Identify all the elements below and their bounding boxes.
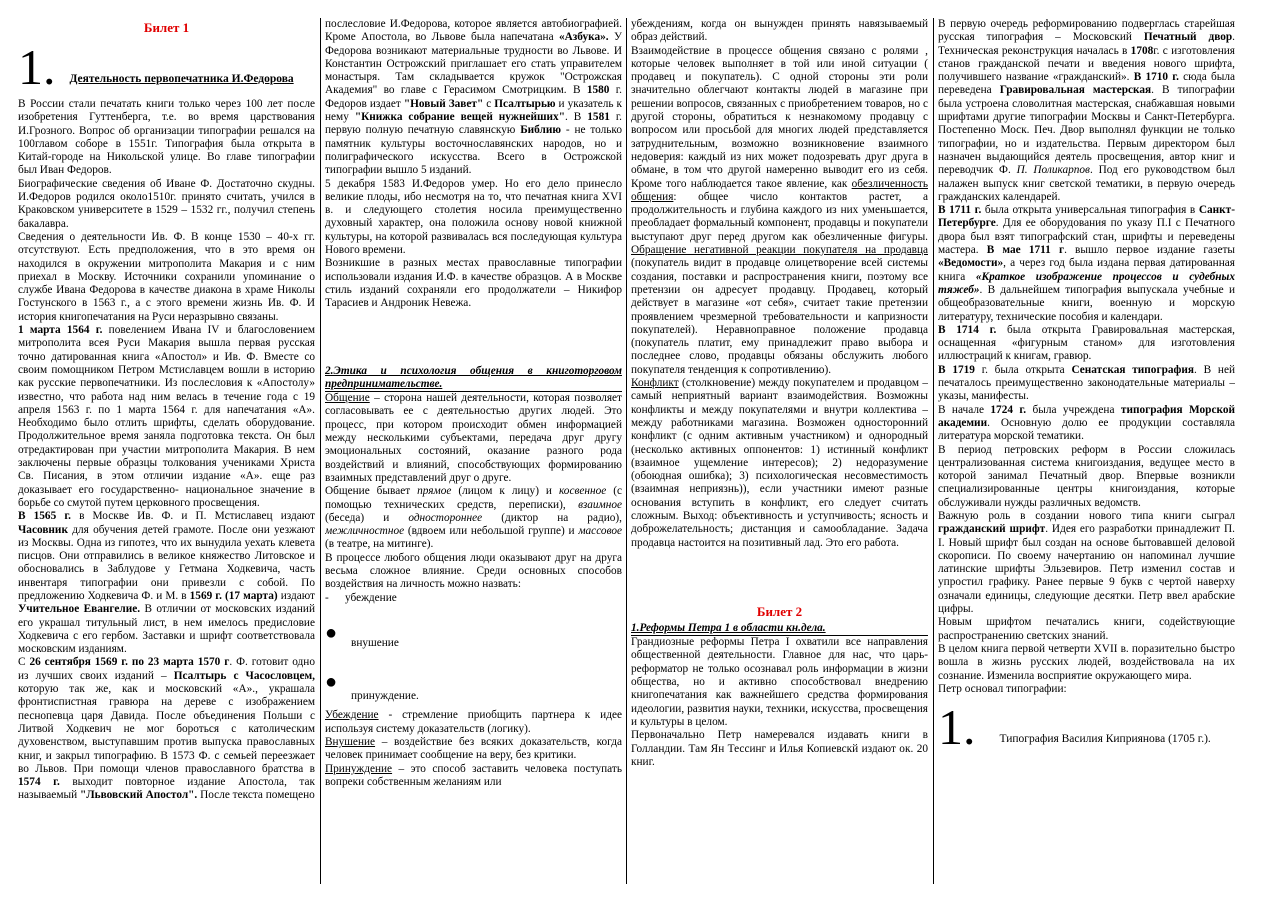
list-item-label: принуждение. (351, 690, 419, 703)
paragraph: В процессе любого общения люди оказывают друг на друга весьма сложное влияние. Среди основных способов воздействия на личность можно назвать: (325, 551, 622, 591)
ticket-heading: Билет 1 (143, 20, 190, 35)
paragraph: Важную роль в создании нового типа книги сыграл гражданский шрифт. Идея его разработки принадлежит П. I. Новый шрифт был создан на основе бытовавшей деловой скорописи. По своему начертанию он напоминал лучшие латинские шрифты Эльзевиров. Петр изменил состав и упростил графику. Ранее первые 9 букв с чертой наверху означали единицы, следующие десятки. Петр ввел арабские цифры. (938, 509, 1235, 616)
paragraph: В первую очередь реформированию подверглась старейшая русская типография – Московский Печатный двор. Техническая реконструкция началась в 1708г. с изготовления станов гражданской печати и введения нового шрифта, получившего название «гражданский». В 1710 г. сюда была переведена Гравировальная мастерская. В типографии была устроена словолитная мастерская, снабжавшая новыми шрифтами другие типографии Москвы и Санкт-Петербурга. Постепенно Моск. Печ. Двор выполнял функции не только типографии, но и издательства. Первым директором был назначен выдающийся деятель просвещения, автор книг и переводчик Ф. П. Поликарпов. Под его руководством был налажен выпуск книг светской тематики, в первую очередь гражданских календарей. (938, 18, 1235, 203)
paragraph: В 1711 г. была открыта универсальная типография в Санкт-Петербурге. Для ее оборудования по указу П.I с Печатного двора был взят типографский стан, шрифты и переведены мастера. В мае 1711 г. вышло первое издание газеты «Ведомости», а через год была издана первая датированная книга «Краткое изображение процессов и судебных тяжеб». В дальнейшем типография выпускала учебные и общеобразовательные книги, военную и морскую литературу, технические пособия и календари. (938, 204, 1235, 323)
paragraph: Общение бывает прямое (лицом к лицу) и косвенное (с помощью технических средств, переписки), взаимное (беседа) и одностороннее (диктор на радио), межличностное (вдвоем или небольшой группе) и массовое (в театре, на митинге). (325, 485, 622, 551)
paragraph: В начале 1724 г. была учреждена типография Морской академии. Основную долю ее продукции составляла литература морской тематики. (938, 403, 1235, 443)
bullet-icon: ● (325, 621, 338, 644)
paragraph: Новым шрифтом печатались книги, содействующие распространению светских знаний. (938, 616, 1235, 642)
list-item-label: Типография Василия Киприянова (1705 г.). (999, 732, 1211, 745)
column-divider (320, 18, 321, 884)
column-divider (626, 18, 627, 884)
question-heading: 1 . Деятельность первопечатника И.Федорова (18, 39, 294, 95)
list-number: 1 (938, 699, 963, 756)
column-1 (18, 18, 315, 884)
paragraph: В период петровских реформ в России сложилась централизованная система книгоиздания, ведущее место в которой занимал Печатный двор. Впервые возникли специализированные центры книгоиздания, которые обслуживали нужды различных ведомств. (938, 443, 1235, 509)
paragraph: 5 декабря 1583 И.Федоров умер. Но его дело принесло великие плоды, ибо несмотря на то, что печатная книга XVI в. и следующего столетия носила преимущественно духовный характер, она положила основу новой книжной культуры, на которой развивалась вся последующая культура Нового времени. (325, 177, 622, 257)
paragraph: В целом книга первой четверти XVII в. поразительно быстро вошла в жизнь русских людей, воздействовала на их сознание. Изменила восприятие окружающего мира. (938, 642, 1235, 682)
numbered-list-item: 1 . Типография Василия Киприянова (1705 г.). (938, 699, 1211, 756)
paragraph: В 1714 г. была открыта Гравировальная мастерская, оснащенная «фигурным станом» для изготовления иллюстраций к книгам, гравюр. (938, 323, 1235, 363)
list-item (325, 672, 622, 692)
column-4 (938, 18, 1235, 884)
paragraph: В 1719 г. была открыта Сенатская типография. В ней печаталось преимущественно законодательные материалы – указы, манифесты. (938, 363, 1235, 403)
paragraph: Убеждение - стремление приобщить партнера к идее используя систему доказательств (логику). (325, 709, 622, 735)
paragraph: Принуждение – это способ заставить человека поступать вопреки собственным желаниям или (325, 762, 622, 788)
paragraph: Сведения о деятельности Ив. Ф. В конце 1530 – 40-х гг. отсутствуют. Есть предположения, что в это время он находился в окружении митрополита Макария и с ним приехал в Москву. Источники сохранили упоминание о службе Ивана Федорова в качестве диакона в храме Николы Гостунского в 1563 г., а с этого времени жизнь Ив. Ф. И история книгопечатания на Руси неразрывно связаны. (18, 230, 315, 323)
paragraph: Общение – сторона нашей деятельности, которая позволяет согласовывать ее с деятельностью других людей. Это процесс, при котором происходит обмен информацией между несколькими субъектами, передача друг другу эмоциональных состояний, оказание разного рода воздействий и влияний, способствующих формированию взаимных представлений друг о друге. (325, 392, 622, 484)
document-page (18, 18, 1246, 884)
column-2 (325, 18, 622, 884)
paragraph: Внушение – воздействие без всяких доказательств, когда человек принимает сообщение на веру, без критики. (325, 736, 622, 762)
paragraph: Конфликт (столкновение) между покупателем и продавцом – самый неприятный вариант взаимодействия. Возможны конфликты и между покупателями и внутри коллектива – между работниками магазина. Возможен односторонний конфликт (с одним активным участником) и однородный (несколько активных оппонентов: 1) истинный конфликт (взаимное ущемление интересов); 2) недоразумение (обоюдная ошибка); 3) психологическая несовместимость (взаимная неприязнь)), если участники имеют разные основания вступить в конфликт, его следует считать сложным. Выход: объективность и уступчивость; ясность и доброжелательность; дистанция и самообладание. Задача продавца настоится на позитивный лад. Это его работа. (631, 377, 928, 549)
paragraph: Первоначально Петр намеревался издавать книги в Голландии. Там Ян Тессинг и Илья Копиевскй издают ок. 20 книг. (631, 729, 928, 768)
column-3 (631, 18, 928, 884)
paragraph: Возникшие в разных местах православные типографии использовали издания И.Ф. в качестве образцов. А в Москве стиль изданий сохраняли его продолжатели – Никифор Тарасиев и Андроник Невежа. (325, 257, 622, 310)
paragraph: 1 марта 1564 г. повелением Ивана IV и благословением митрополита всея Руси Макария вышла первая русская точно датированная книга «Апостол» и Ив. Ф. Вместе со своим помощником Петром Мстиславцем вошли в историю как русские первопечатники. Из послесловия к «Апостолу» известно, что работа над ним велась в течение года с 19 апреля 1563 г. по 1 марта 1564 г. для напечатания «А». Необходимо было отлить шрифты, сделать оборудование. Продолжительное время заняла подготовка текста. Он был отредактирован при участии митрополита Макария. В нем заключены первые образцы толкования учениками Христа Св. Писания, в этом отличии издание «А». еще раз доказывает его государственно- национальное значение в борьбе со смутой путем церковного просвещения. (18, 324, 315, 509)
question-title: 2.Этика и психология общения в книготорговом предпринимательстве. (325, 364, 622, 390)
paragraph: убеждениям, когда он вынужден принять навязываемый образ действий. (631, 18, 928, 44)
paragraph: С 26 сентября 1569 г. по 23 марта 1570 г. Ф. готовит одно из лучших своих изданий – Псалтырь с Часословцем, которую так же, как и московский «А»., украшала фронтиспистная гравюра на дереве с изображением песнопевца царя Давида. После объединения Польши с Литвой Ходкевич не мог бороться с католическим духовенством, выступавшим против выпуска православных книг, и закрыл типографию. В 1573 Ф. с семьей переезжает во Львов. При помощи членов православного братства в 1574 г. выходит повторное издание Апостола, так называемый "Львовский Апостол". После текста помещено (18, 656, 315, 802)
bullet-icon: ● (325, 671, 338, 694)
paragraph: послесловие И.Федорова, которое является автобиографией. Кроме Апостола, во Львове была напечатана «Азбука». У Федорова возникают материальные трудности во Львове. И Константин Острожский приглашает его стать управителем монастыря. Там складывается кружок "Острожская Академия" во главе с Герасимом Смотрицким. В 1580 г. Федоров издает "Новый Завет" с Псалтырью и указатель к нему "Книжка собрание вещей нужнейших". В 1581 г. первую полную печатную славянскую Библию - не только памятник культуры восточнославянских народов, но и полиграфического искусства. Всего в Острожской типографии вышло 5 изданий. (325, 18, 622, 177)
paragraph: Грандиозные реформы Петра I охватили все направления общественной деятельности. Главное для нас, что царь- реформатор не только осознавал роль информации в жизни общества, но и активно способствовал внедрению книгопечатания как важнейшего средства формирования идеологии, развития науки, техники, искусства, просвещения и культуры в целом. (631, 636, 928, 728)
paragraph: В 1565 г. в Москве Ив. Ф. и П. Мстиславец издают Часовник для обучения детей грамоте. После они уезжают из Москвы. Одна из гипотез, что их вынудила уехать клевета писцов. Они отправились в великое княжество Литовское и обосновались в Заблудове у Гетмана Ходкевича, часть инвентаря типографии они привезли с собой. По предложению Ходкевича Ф. и М. в 1569 г. (17 марта) издают Учительное Евангелие. В отличии от московских изданий его украшал титульный лист, в нем имелось предисловие Ходкевича с его гербом. Заставки и шрифт соответствовала московским изданиям. (18, 510, 315, 656)
paragraph: Взаимодействие в процессе общения связано с ролями , которые человек выполняет в той или иной ситуации ( продавец и покупатель). С одной стороны эти роли значительно облегчают контакты людей в магазине при решении вопросов, связанных с приобретением товаров, но с другой стороны, обратиться к незнакомому продавцу с вопросом или просьбой для многих людей представляется затруднительным, возможно возникновение взаимного недоверия: каждый из них может подозревать друг друга в обмане, в том что другой намеренно выводит его из себя. Кроме того наблюдается такое явление, как обезличенность общения: общее число контактов растет, а продолжительность и глубина каждого из них уменьшается, преобладает формальный компонент, продавцы и покупатели выступают друг перед другом как обезличенные фигуры. Обращение негативной реакции покупателя на продавца (покупатель видит в продавце олицетворение всей системы создания, поставки и распространения книги, поэтому все претензии он адресует продавцу. Продавец, который действует в магазине «от себя», считает такие претензии проявлением чрезмерной требовательности и капризности покупателей). Неравноправное положение продавца (покупатель платит, ему принадлежит право выбора и последнее слово, продавцы обязаны обслужить любого покупателя тенденция к сопротивлению). (631, 44, 928, 376)
list-item: - убеждение (325, 591, 397, 604)
paragraph: В России стали печатать книги только через 100 лет после изобретения Гуттенберга, т.е. во время царствования И.Грозного. Вопрос об организации типографии решался на 100главом соборе в 1551г. Типография была открыта в Китай-городе на Никольской улице. Во главе типографии был Иван Федоров. (18, 98, 315, 177)
question-title: 1.Реформы Петра 1 в области кн.дела. (631, 621, 826, 634)
paragraph: Петр основал типографии: (938, 682, 1067, 695)
column-divider (933, 18, 934, 884)
paragraph: Биографические сведения об Иване Ф. Достаточно скудны. И.Федоров родился около1510г. принято считать, учился в Краковском университете в 1529 – 1532 гг., получил степень бакалавра. (18, 177, 315, 230)
list-item-label: внушение (351, 636, 399, 649)
question-title: Деятельность первопечатника И.Федорова (69, 72, 294, 85)
ticket-heading: Билет 2 (756, 603, 803, 619)
question-number: 1 (18, 39, 43, 95)
